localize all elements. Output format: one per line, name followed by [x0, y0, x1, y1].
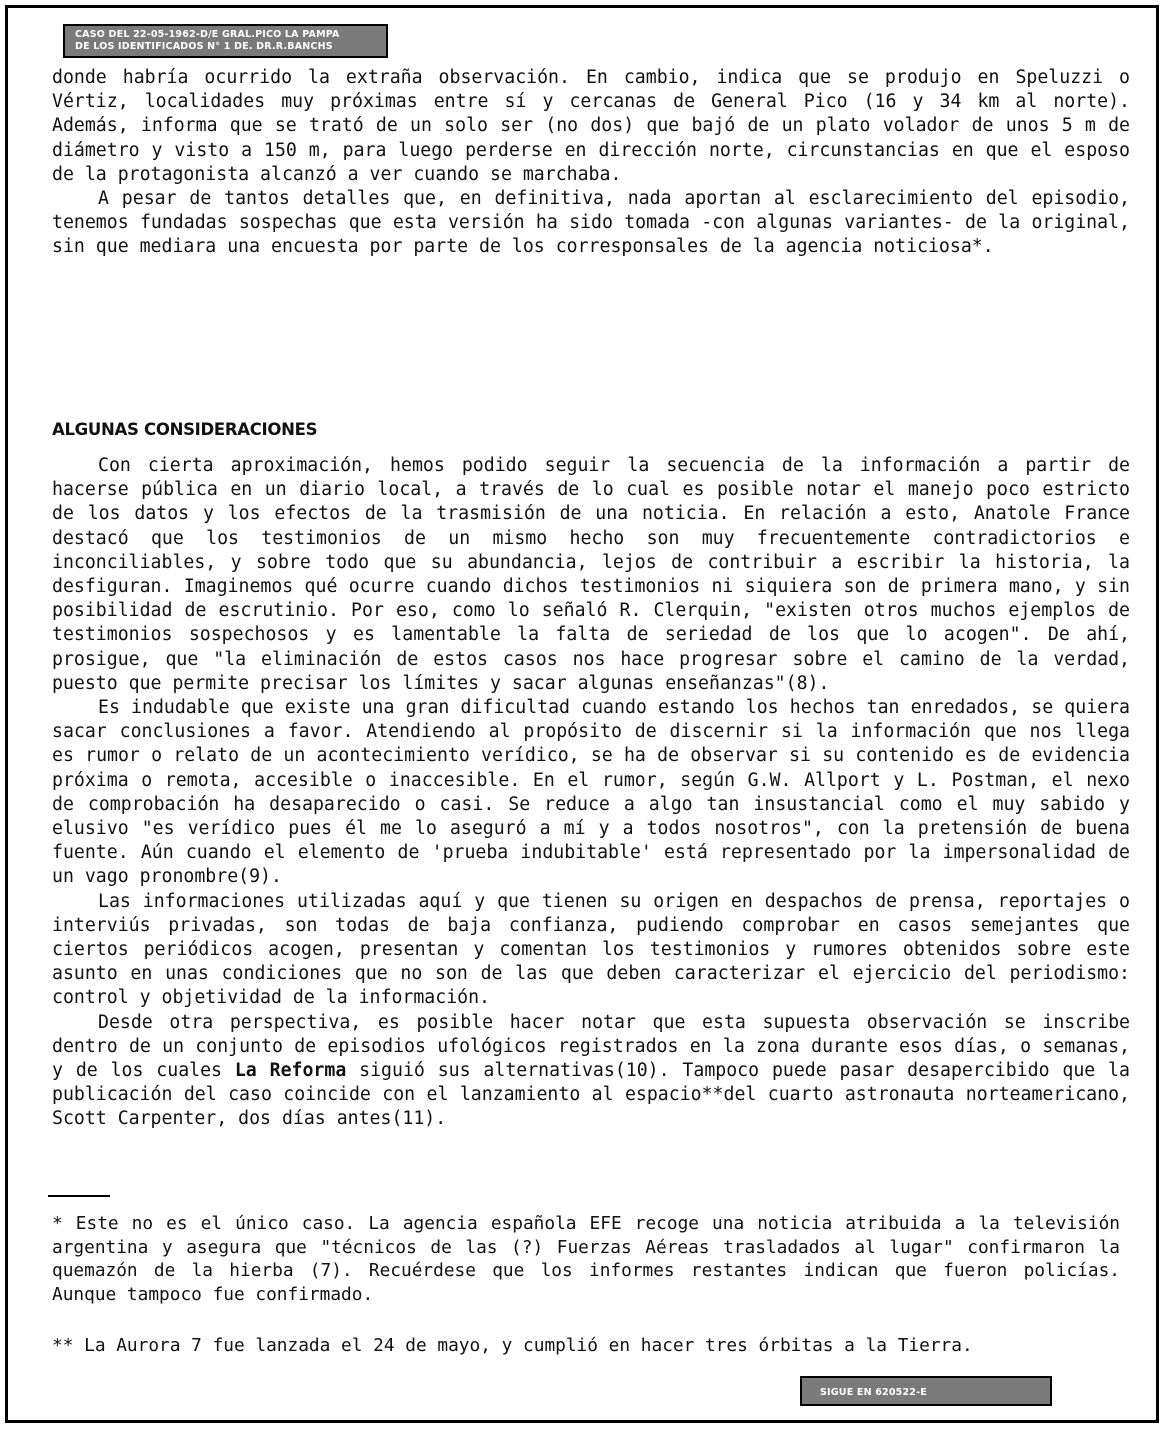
section-paragraph-3: Las informaciones utilizadas aquí y que tienen su origen en despachos de prensa, reportajes o interviús privadas, son todas de baja confianza, pudiendo comprobar en casos semejantes que ciertos periódicos acogen, presentan y comentan los testimonios y rumores obtenidos sobre este asunto en unas condiciones que no son de las que deben caracterizar el ejercicio del periodismo: control y objetividad de la información. [52, 890, 1130, 1009]
section-paragraph-2: Es indudable que existe una gran dificultad cuando estando los hechos tan enredados, se quiera sacar conclusiones a favor. Atendiendo al propósito de discernir si la información que nos llega es rumor o relato de un acontecimiento verídico, se ha de observar si su contenido es de evidencia próxima o remota, accesible o inaccesible. En el rumor, según G.W. Allport y L. Postman, el nexo de comprobación ha desaparecido o casi. Se reduce a algo tan insustancial como el muy sabido y elusivo "es verídico pues él me lo aseguró a mí y a todos nosotros", con la pretensión de buena fuente. Aún cuando el elemento de 'prueba indubitable' está representado por la impersonalidad de un vago pronombre(9). [52, 697, 1130, 888]
case-header-line-1: CASO DEL 22-05-1962-D/E GRAL.PICO LA PAMPA [75, 29, 340, 40]
section-heading: ALGUNAS CONSIDERACIONES [52, 420, 318, 439]
continuation-label: SIGUE EN 620522-E [820, 1387, 927, 1398]
footnote-1: * Este no es el único caso. La agencia española EFE recoge una noticia atribuida a la televisión argentina y asegura que "técnicos de las (?) Fuerzas Aéreas trasladados al lugar" confirmaron la quemazón de la hierba (7). Recuérdese que los informes restantes indican que fueron policías. Aunque tampoco fue confirmado. [52, 1213, 1120, 1305]
case-header-line-2: DE LOS IDENTIFICADOS N° 1 DE. DR.R.BANCHS [75, 41, 333, 52]
continuation-stamp [800, 1376, 1052, 1406]
footnote-divider [48, 1195, 110, 1197]
intro-paragraph-2: A pesar de tantos detalles que, en definitiva, nada aportan al esclarecimiento del episodio, tenemos fundadas sospechas que esta versión ha sido tomada -con algunas variantes- de la original, sin que mediara una encuesta por parte de los corresponsales de la agencia noticiosa*. [52, 188, 1130, 258]
newspaper-name: La Reforma [234, 1060, 347, 1082]
paragraph-4-text-after: siguió sus alternativas(10). Tampoco puede pasar desapercibido que la publicación del caso coincide con el lanzamiento al espacio**del cuarto astronauta norteamericano, Scott Carpenter, dos días antes(11). [52, 1060, 1130, 1130]
intro-paragraph-1: donde habría ocurrido la extraña observación. En cambio, indica que se produjo en Speluzzi o Vértiz, localidades muy próximas entre sí y cercanas de General Pico (16 y 34 km al norte). Además, informa que se trató de un solo ser (no dos) que bajó de un plato volador de unos 5 m de diámetro y visto a 150 m, para luego perderse en dirección norte, circunstancias en que el esposo de la protagonista alcanzó a ver cuando se marchaba. [52, 67, 1130, 185]
section-text [52, 454, 1130, 1132]
intro-text [52, 66, 1130, 260]
paragraph-4-text-before: Desde otra perspectiva, es posible hacer notar que esta supuesta observación se inscribe dentro de un conjunto de episodios ufológicos registrados en la zona durante esos días, o semanas, y de los cuales [52, 1011, 1130, 1082]
section-paragraph-1: Con cierta aproximación, hemos podido seguir la secuencia de la información a partir de hacerse pública en un diario local, a través de lo cual es posible notar el manejo poco estricto de los datos y los efectos de la trasmisión de una noticia. En relación a esto, Anatole France destacó que los testimonios de un mismo hecho son muy frecuentemente contradictorios e inconciliables, y sobre todo que su abundancia, lejos de contribuir a escribir la historia, la desfiguran. Imaginemos qué ocurre cuando dichos testimonios ni siquiera son de primera mano, y sin posibilidad de escrutinio. Por eso, como lo señaló R. Clerquin, "existen otros muchos ejemplos de testimonios sospechosos y es lamentable la falta de seriedad de los que lo acogen". De ahí, prosigue, que "la eliminación de estos casos nos hace progresar sobre el camino de la verdad, puesto que permite precisar los límites y sacar algunas enseñanzas"(8). [52, 455, 1130, 694]
case-header-stamp [63, 24, 388, 58]
section-paragraph-4 [52, 1011, 1130, 1132]
footnote-2: ** La Aurora 7 fue lanzada el 24 de mayo, y cumplió en hacer tres órbitas a la Tierra. [52, 1335, 973, 1356]
